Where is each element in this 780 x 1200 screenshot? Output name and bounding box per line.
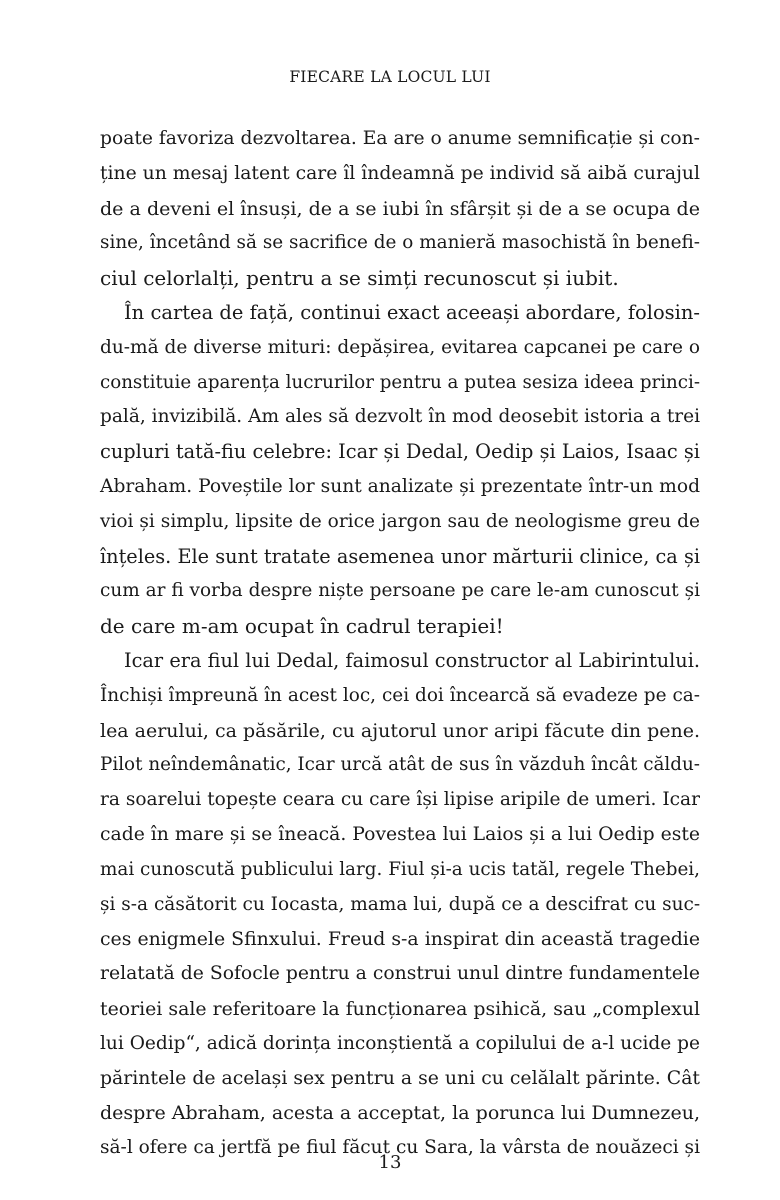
text-line: ra soarelui topește ceara cu care își lipise aripile de umeri. Icar [100, 789, 700, 811]
text-line: despre Abraham, acesta a acceptat, la porunca lui Dumnezeu, [100, 1102, 700, 1125]
text-line: părintele de același sex pentru a se uni cu celălalt părinte. Cât [100, 1067, 700, 1089]
running-head: FIECARE LA LOCUL LUI [289, 68, 491, 86]
text-line: du-mă de diverse mituri: depășirea, evitarea capcanei pe care o [100, 336, 700, 358]
text-line: cade în mare și se îneacă. Povestea lui Laios și a lui Oedip este [100, 823, 700, 845]
text-line: Abraham. Poveștile lor sunt analizate și prezentate într-un mod [100, 475, 700, 497]
text-line: și s-a căsătorit cu Iocasta, mama lui, după ce a descifrat cu suc- [100, 893, 701, 915]
page-number: 13 [378, 1152, 402, 1173]
text-line: Închiși împreună în acest loc, cei doi încearcă să evadeze pe ca- [100, 684, 700, 706]
text-line: să-l ofere ca jertfă pe fiul făcut cu Sara, la vârsta de nouăzeci și [100, 1137, 700, 1159]
text-line: sine, încetând să se sacrifice de o manieră masochistă în benefi- [100, 232, 700, 254]
paragraph [100, 122, 700, 296]
body-text [100, 122, 700, 1166]
text-line: mai cunoscută publicului larg. Fiul și-a ucis tatăl, regele Thebei, [100, 858, 700, 880]
text-line: cupluri tată-fiu celebre: Icar și Dedal, Oedip și Laios, Isaac și [100, 440, 700, 464]
text-line: În cartea de față, continui exact aceeași abordare, folosin- [124, 300, 700, 324]
text-line: ces enigmele Sfinxului. Freud s-a inspirat din această tragedie [100, 928, 700, 951]
text-line: de care m-am ocupat în cadrul terapiei! [100, 614, 504, 639]
text-line: lea aerului, ca păsările, cu ajutorul unor aripi făcute din pene. [100, 719, 700, 742]
text-line: Pilot neîndemânatic, Icar urcă atât de sus în văzduh încât căldu- [100, 754, 700, 776]
text-line: lui Oedip“, adică dorința inconștientă a copilului de a-l ucide pe [100, 1032, 700, 1054]
text-line: constituie aparența lucrurilor pentru a putea sesiza ideea princi- [100, 371, 700, 393]
text-line: vioi și simplu, lipsite de orice jargon sau de neologisme greu de [100, 510, 700, 532]
text-line: pală, invizibilă. Am ales să dezvolt în mod deosebit istoria a trei [100, 406, 700, 428]
text-line: ciul celorlalți, pentru a se simți recunoscut și iubit. [100, 266, 619, 291]
text-line: de a deveni el însuși, de a se iubi în sfârșit și de a se ocupa de [100, 197, 700, 220]
paragraph [100, 644, 700, 1166]
text-line: ține un mesaj latent care îl îndeamnă pe individ să aibă curajul [100, 162, 700, 184]
text-line: relatată de Sofocle pentru a construi unul dintre fundamentele [100, 963, 700, 985]
text-line: Icar era fiul lui Dedal, faimosul constructor al Labirintului. [124, 648, 700, 672]
paragraph [100, 296, 700, 644]
text-line: înțeles. Ele sunt tratate asemenea unor mărturii clinice, ca și [100, 544, 700, 568]
text-line: poate favoriza dezvoltarea. Ea are o anume semnificație și con- [100, 128, 700, 149]
text-line: teoriei sale referitoare la funcționarea psihică, sau „complexul [100, 997, 700, 1020]
text-line: cum ar fi vorba despre niște persoane pe care le-am cunoscut și [100, 580, 700, 602]
